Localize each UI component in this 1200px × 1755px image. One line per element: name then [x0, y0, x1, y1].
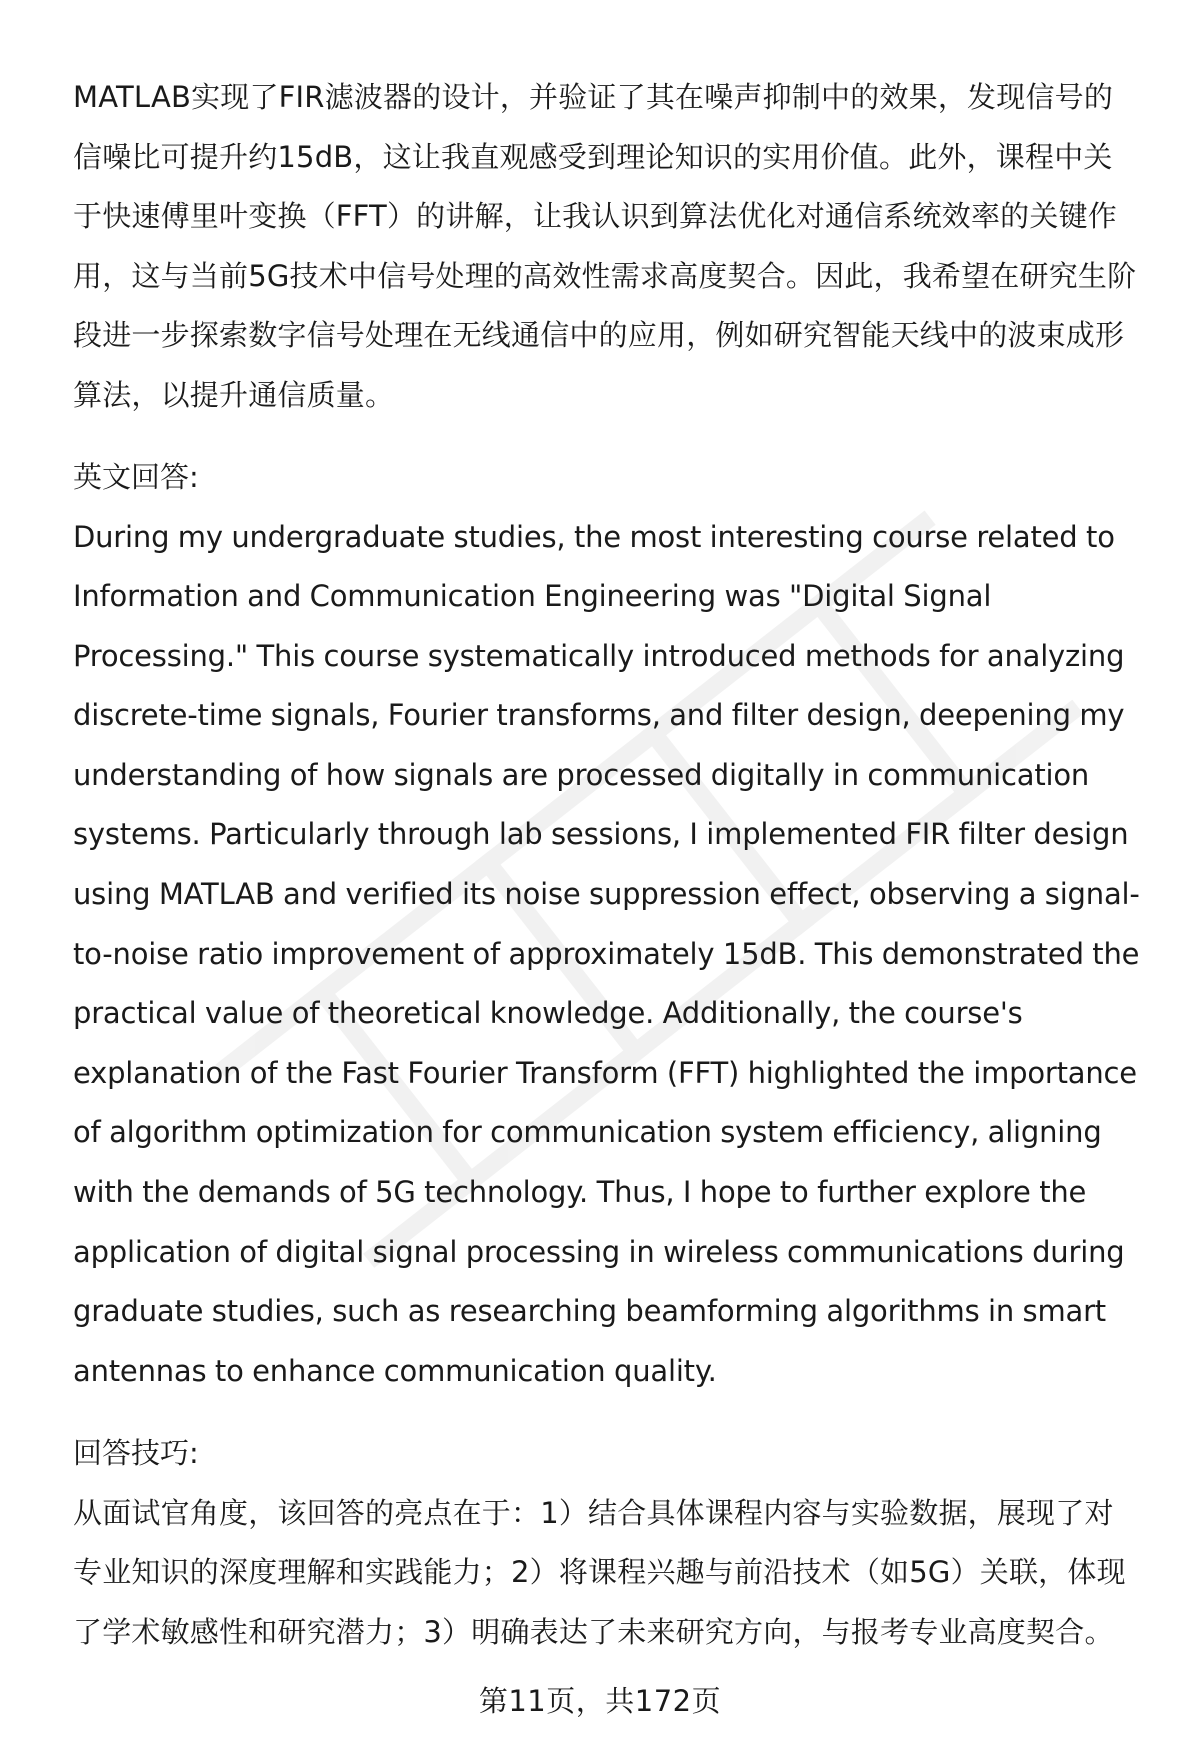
english-answer-paragraph — [73, 508, 1153, 1402]
text-line: 从面试官角度，该回答的亮点在于：1）结合具体课程内容与实验数据，展现了对 — [73, 1495, 1114, 1530]
text-line: 算法，以提升通信质量。 — [73, 377, 395, 412]
text-line: discrete-time signals, Fourier transforms, and filter design, deepening my — [73, 698, 1125, 733]
text-line: Information and Communication Engineering was "Digital Signal — [73, 579, 992, 614]
text-line: 于快速傅里叶变换（FFT）的讲解，让我认识到算法优化对通信系统效率的关键作 — [73, 199, 1117, 233]
page-number: 第11页，共172页 — [478, 1684, 722, 1718]
text-line: practical value of theoretical knowledge. Additionally, the course's — [73, 996, 1023, 1031]
text-line: of algorithm optimization for communication system efficiency, aligning — [73, 1115, 1102, 1150]
text-line: application of digital signal processing in wireless communications during — [73, 1234, 1125, 1269]
top-paragraph — [73, 68, 1153, 425]
answer-tips-label: 回答技巧: — [73, 1436, 199, 1471]
section-gap — [73, 1401, 1153, 1424]
text-line: systems. Particularly through lab sessions, I implemented FIR filter design — [73, 817, 1129, 852]
text-line: 用，这与当前5G技术中信号处理的高效性需求高度契合。因此，我希望在研究生阶 — [73, 258, 1137, 293]
text-line: 专业知识的深度理解和实践能力；2）将课程兴趣与前沿技术（如5G）关联，体现 — [73, 1555, 1126, 1590]
text-line: MATLAB实现了FIR滤波器的设计，并验证了其在噪声抑制中的效果，发现信号的 — [73, 80, 1114, 114]
text-line: 了学术敏感性和研究潜力；3）明确表达了未来研究方向，与报考专业高度契合。 — [73, 1614, 1114, 1649]
text-line: graduate studies, such as researching beamforming algorithms in smart — [73, 1294, 1106, 1329]
text-line: with the demands of 5G technology. Thus, I hope to further explore the — [73, 1175, 1087, 1210]
answer-tips-paragraph — [73, 1484, 1153, 1663]
section-gap — [73, 425, 1153, 448]
document-page — [73, 68, 1153, 1662]
text-line: antennas to enhance communication quality. — [73, 1353, 717, 1388]
text-line: 信噪比可提升约15dB，这让我直观感受到理论知识的实用价值。此外，课程中关 — [73, 139, 1113, 174]
text-line: Processing." This course systematically introduced methods for analyzing — [73, 638, 1125, 673]
english-answer-label: 英文回答: — [73, 460, 199, 494]
text-line: to-noise ratio improvement of approximately 15dB. This demonstrated the — [73, 936, 1140, 971]
text-line: understanding of how signals are processed digitally in communication — [73, 757, 1090, 792]
text-line: explanation of the Fast Fourier Transform (FFT) highlighted the importance — [73, 1055, 1137, 1090]
text-line: During my undergraduate studies, the most interesting course related to — [73, 519, 1115, 554]
text-line: using MATLAB and verified its noise suppression effect, observing a signal- — [73, 877, 1140, 912]
text-line: 段进一步探索数字信号处理在无线通信中的应用，例如研究智能天线中的波束成形 — [73, 318, 1125, 352]
